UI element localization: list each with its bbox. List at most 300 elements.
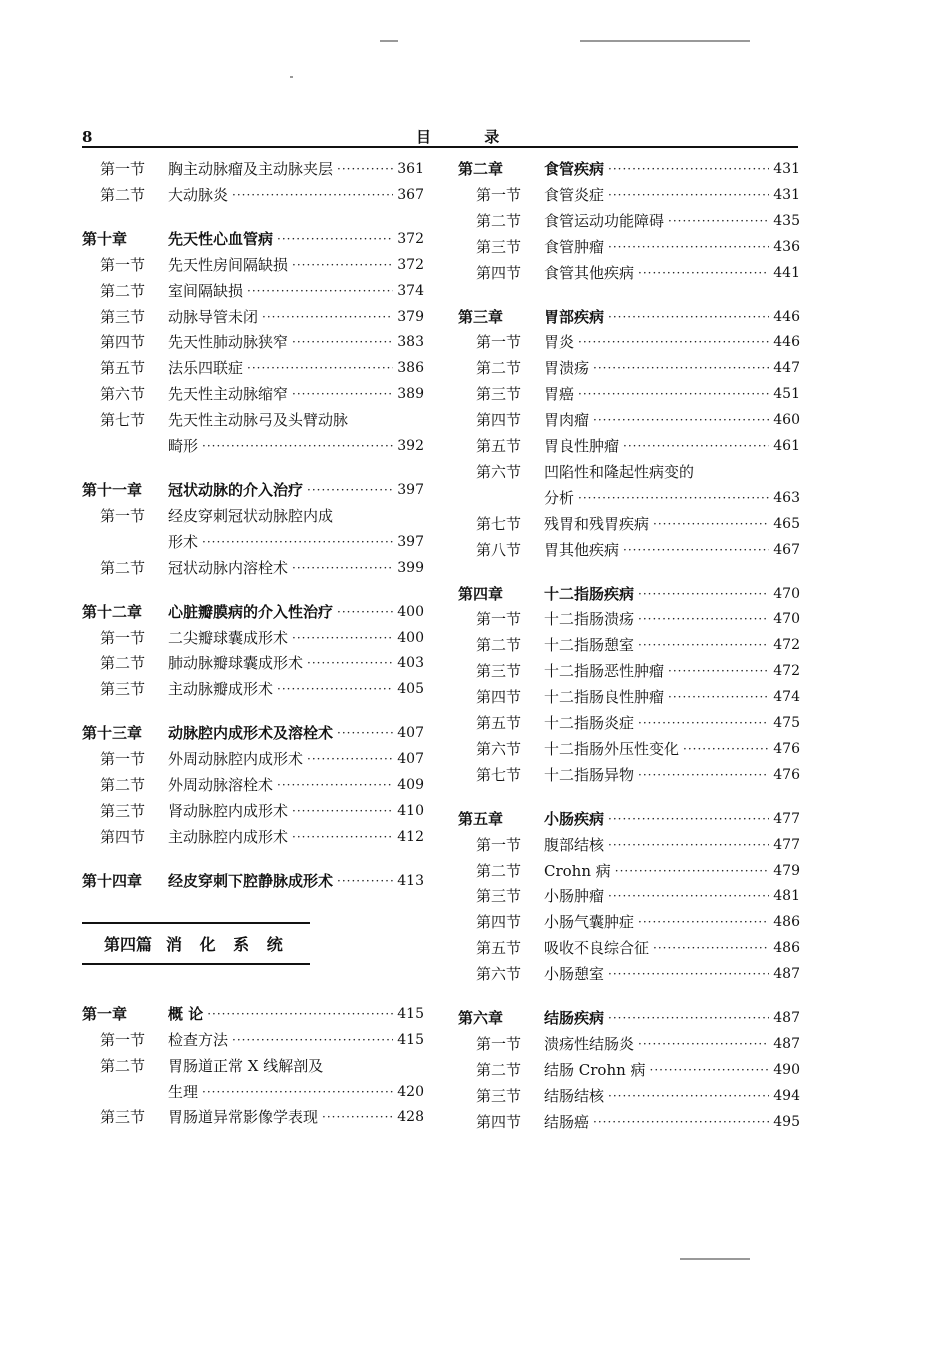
toc-section-entry[interactable] xyxy=(82,256,424,274)
toc-section-entry[interactable] xyxy=(458,1035,800,1053)
toc-section-entry[interactable] xyxy=(82,282,424,300)
entry-label: 第四节 xyxy=(476,913,522,932)
leader-dots xyxy=(307,481,393,499)
entry-page-number: 403 xyxy=(397,655,424,672)
entry-title: 畸形 xyxy=(168,437,199,456)
entry-page-number: 407 xyxy=(397,751,424,768)
toc-section-entry[interactable] xyxy=(458,212,800,230)
scan-speck xyxy=(680,1258,750,1260)
toc-section-entry[interactable] xyxy=(458,740,800,758)
leader-dots xyxy=(277,230,393,248)
entry-label: 第六节 xyxy=(476,739,522,758)
toc-section-entry[interactable] xyxy=(82,750,424,768)
toc-right-column xyxy=(458,160,800,1139)
entry-page-number: 447 xyxy=(773,360,800,377)
toc-section-entry[interactable] xyxy=(458,333,800,351)
entry-title: 经皮穿刺冠状动脉腔内成 xyxy=(168,506,334,525)
entry-page-number: 470 xyxy=(773,611,800,628)
entry-label: 第四节 xyxy=(100,827,146,846)
entry-title: 溃疡性结肠炎 xyxy=(544,1035,635,1054)
entry-title: 胃肠道正常 X 线解剖及 xyxy=(168,1056,324,1075)
entry-page-number: 397 xyxy=(397,533,424,550)
toc-section-entry[interactable] xyxy=(82,160,424,178)
entry-page-number: 413 xyxy=(397,872,424,889)
toc-section-entry[interactable] xyxy=(458,965,800,983)
entry-page-number: 467 xyxy=(773,541,800,558)
entry-page-number: 481 xyxy=(773,888,800,905)
toc-section-entry[interactable] xyxy=(458,714,800,732)
toc-section-entry[interactable] xyxy=(82,1031,424,1049)
entry-page-number: 397 xyxy=(397,482,424,499)
toc-section-entry[interactable] xyxy=(458,1113,800,1131)
entry-label: 第二节 xyxy=(476,1060,522,1079)
entry-label: 第三节 xyxy=(476,887,522,906)
leader-dots xyxy=(608,238,769,256)
entry-page-number: 420 xyxy=(397,1083,424,1100)
entry-title: 十二指肠良性肿瘤 xyxy=(544,688,665,707)
toc-section-entry[interactable] xyxy=(458,836,800,854)
toc-section-entry[interactable] xyxy=(458,238,800,256)
entry-title: 胃肠道异常影像学表现 xyxy=(168,1108,319,1127)
entry-page-number: 415 xyxy=(397,1031,424,1048)
leader-dots xyxy=(593,411,769,429)
entry-label: 第五章 xyxy=(458,809,504,828)
entry-title: 肾动脉腔内成形术 xyxy=(168,802,289,821)
toc-chapter-entry[interactable] xyxy=(458,308,800,326)
entry-page-number: 461 xyxy=(773,438,800,455)
entry-label: 第一节 xyxy=(100,750,146,769)
entry-page-number: 415 xyxy=(397,1005,424,1022)
toc-section-entry[interactable] xyxy=(458,437,800,455)
entry-page-number: 435 xyxy=(773,212,800,229)
entry-label: 第二节 xyxy=(476,359,522,378)
entry-title: 主动脉瓣成形术 xyxy=(168,680,274,699)
leader-dots xyxy=(668,212,769,230)
entry-label: 第四节 xyxy=(100,333,146,352)
leader-dots xyxy=(653,515,769,533)
entry-title: 胃部疾病 xyxy=(544,307,605,326)
toc-section-entry[interactable] xyxy=(82,1083,424,1101)
entry-title: 十二指肠恶性肿瘤 xyxy=(544,662,665,681)
entry-title: 胃癌 xyxy=(544,385,575,404)
toc-section-entry[interactable] xyxy=(458,515,800,533)
toc-section-entry[interactable] xyxy=(458,489,800,507)
toc-chapter-entry[interactable] xyxy=(82,872,424,890)
entry-label: 第八节 xyxy=(476,540,522,559)
entry-label: 第一章 xyxy=(82,1004,128,1023)
entry-page-number: 474 xyxy=(773,689,800,706)
entry-page-number: 386 xyxy=(397,360,424,377)
entry-label: 第十一章 xyxy=(82,481,143,500)
toc-section-entry[interactable] xyxy=(458,411,800,429)
leader-dots xyxy=(578,489,769,507)
toc-section-entry[interactable] xyxy=(458,359,800,377)
entry-label: 第二节 xyxy=(100,185,146,204)
toc-section-entry[interactable] xyxy=(82,1108,424,1126)
leader-dots xyxy=(638,610,769,628)
entry-title: 冠状动脉的介入治疗 xyxy=(168,481,304,500)
leader-dots xyxy=(623,437,769,455)
leader-dots xyxy=(322,1108,393,1126)
entry-label: 第一节 xyxy=(476,185,522,204)
leader-dots xyxy=(638,585,769,603)
leader-dots xyxy=(292,802,393,820)
leader-dots xyxy=(247,359,393,377)
entry-label: 第一节 xyxy=(476,1035,522,1054)
toc-section-entry[interactable] xyxy=(458,541,800,559)
entry-page-number: 495 xyxy=(773,1113,800,1130)
entry-label: 第二节 xyxy=(476,861,522,880)
toc-section-entry[interactable] xyxy=(82,308,424,326)
entry-page-number: 400 xyxy=(397,603,424,620)
entry-page-number: 479 xyxy=(773,862,800,879)
toc-section-entry[interactable] xyxy=(458,1061,800,1079)
entry-label: 第一节 xyxy=(100,506,146,525)
toc-section-entry[interactable] xyxy=(458,610,800,628)
leader-dots xyxy=(232,1031,393,1049)
entry-label: 第二节 xyxy=(476,211,522,230)
entry-title: 十二指肠憩室 xyxy=(544,636,635,655)
entry-page-number: 487 xyxy=(773,1036,800,1053)
entry-label: 第三节 xyxy=(100,1108,146,1127)
entry-page-number: 407 xyxy=(397,725,424,742)
entry-page-number: 392 xyxy=(397,438,424,455)
entry-title: 外周动脉腔内成形术 xyxy=(168,750,304,769)
entry-page-number: 446 xyxy=(773,334,800,351)
leader-dots xyxy=(683,740,769,758)
entry-page-number: 487 xyxy=(773,966,800,983)
entry-label: 第一节 xyxy=(476,333,522,352)
entry-title: 胃其他疾病 xyxy=(544,540,620,559)
entry-title: 先天性肺动脉狭窄 xyxy=(168,333,289,352)
leader-dots xyxy=(277,680,393,698)
entry-page-number: 446 xyxy=(773,308,800,325)
entry-label: 第六节 xyxy=(476,462,522,481)
entry-label: 第一节 xyxy=(100,160,146,178)
toc-section-entry[interactable] xyxy=(458,385,800,403)
entry-page-number: 487 xyxy=(773,1010,800,1027)
entry-title: 先天性房间隔缺损 xyxy=(168,255,289,274)
entry-page-number: 477 xyxy=(773,810,800,827)
entry-label: 第七节 xyxy=(476,514,522,533)
entry-title: 主动脉腔内成形术 xyxy=(168,827,289,846)
entry-title: 先天性主动脉弓及头臂动脉 xyxy=(168,411,349,430)
leader-dots xyxy=(307,750,393,768)
leader-dots xyxy=(578,385,769,403)
entry-page-number: 490 xyxy=(773,1061,800,1078)
entry-title: 十二指肠异物 xyxy=(544,765,635,784)
leader-dots xyxy=(638,766,769,784)
entry-label: 第三节 xyxy=(100,307,146,326)
scan-speck xyxy=(580,40,750,42)
entry-title: 结肠 Crohn 病 xyxy=(544,1060,646,1079)
entry-title: 大动脉炎 xyxy=(168,185,229,204)
entry-label: 第三节 xyxy=(476,1086,522,1105)
leader-dots xyxy=(608,965,769,983)
entry-label: 第二节 xyxy=(100,558,146,577)
entry-title: 分析 xyxy=(544,488,575,507)
entry-title: 肺动脉瓣球囊成形术 xyxy=(168,654,304,673)
entry-label: 第三节 xyxy=(476,385,522,404)
entry-label: 第四章 xyxy=(458,584,504,603)
entry-title: 形术 xyxy=(168,532,199,551)
entry-title: 小肠憩室 xyxy=(544,965,605,984)
page-number: 8 xyxy=(82,128,93,146)
entry-label: 第七节 xyxy=(100,411,146,430)
leader-dots xyxy=(668,662,769,680)
leader-dots xyxy=(608,186,769,204)
entry-page-number: 409 xyxy=(397,777,424,794)
leader-dots xyxy=(608,887,769,905)
entry-label: 第五节 xyxy=(100,359,146,378)
entry-label: 第一节 xyxy=(476,835,522,854)
leader-dots xyxy=(638,1035,769,1053)
leader-dots xyxy=(292,828,393,846)
entry-title: 十二指肠外压性变化 xyxy=(544,739,680,758)
leader-dots xyxy=(337,872,393,890)
toc-section-entry[interactable] xyxy=(458,887,800,905)
entry-page-number: 361 xyxy=(397,161,424,177)
entry-title: 先天性心血管病 xyxy=(168,229,274,248)
leader-dots xyxy=(608,1009,769,1027)
entry-title: 生理 xyxy=(168,1082,199,1101)
entry-title: 吸收不良综合征 xyxy=(544,939,650,958)
toc-chapter-entry[interactable] xyxy=(82,481,424,499)
entry-title: 小肠疾病 xyxy=(544,809,605,828)
toc-section-entry[interactable] xyxy=(82,1057,424,1075)
scan-speck xyxy=(290,76,293,78)
entry-title: Crohn 病 xyxy=(544,861,611,880)
entry-label: 第二节 xyxy=(100,776,146,795)
entry-label: 第四节 xyxy=(476,263,522,282)
entry-page-number: 465 xyxy=(773,515,800,532)
entry-page-number: 472 xyxy=(773,663,800,680)
entry-page-number: 486 xyxy=(773,914,800,931)
entry-title: 结肠癌 xyxy=(544,1112,590,1131)
entry-page-number: 389 xyxy=(397,386,424,403)
scan-speck xyxy=(380,40,398,42)
leader-dots xyxy=(608,1087,769,1105)
entry-page-number: 460 xyxy=(773,412,800,429)
toc-chapter-entry[interactable] xyxy=(82,1005,424,1023)
entry-label: 第六节 xyxy=(476,965,522,984)
toc-chapter-entry[interactable] xyxy=(458,1009,800,1027)
entry-title: 外周动脉溶栓术 xyxy=(168,776,274,795)
entry-title: 食管疾病 xyxy=(544,160,605,178)
toc-chapter-entry[interactable] xyxy=(458,810,800,828)
entry-page-number: 486 xyxy=(773,940,800,957)
toc-section-entry[interactable] xyxy=(82,359,424,377)
toc-section-entry[interactable] xyxy=(82,507,424,525)
toc-section-entry[interactable] xyxy=(82,411,424,429)
entry-title: 十二指肠疾病 xyxy=(544,584,635,603)
entry-title: 检查方法 xyxy=(168,1030,229,1049)
leader-dots xyxy=(653,939,769,957)
entry-label: 第一节 xyxy=(100,255,146,274)
part-title: 消 化 系 统 xyxy=(166,934,289,954)
entry-title: 腹部结核 xyxy=(544,835,605,854)
toc-section-entry[interactable] xyxy=(82,680,424,698)
leader-dots xyxy=(292,559,393,577)
toc-section-entry[interactable] xyxy=(458,862,800,880)
toc-section-entry[interactable] xyxy=(82,828,424,846)
leader-dots xyxy=(307,654,393,672)
part-heading xyxy=(82,922,310,965)
leader-dots xyxy=(292,256,393,274)
entry-page-number: 400 xyxy=(397,629,424,646)
leader-dots xyxy=(292,333,393,351)
leader-dots xyxy=(202,437,393,455)
entry-label: 第一节 xyxy=(100,1030,146,1049)
entry-page-number: 476 xyxy=(773,740,800,757)
leader-dots xyxy=(638,714,769,732)
entry-page-number: 379 xyxy=(397,308,424,325)
toc-section-entry[interactable] xyxy=(82,776,424,794)
toc-section-entry[interactable] xyxy=(82,437,424,455)
leader-dots xyxy=(337,603,393,621)
entry-title: 十二指肠溃疡 xyxy=(544,610,635,629)
entry-page-number: 412 xyxy=(397,828,424,845)
entry-label: 第四节 xyxy=(476,1112,522,1131)
entry-title: 室间隔缺损 xyxy=(168,281,244,300)
leader-dots xyxy=(202,1083,393,1101)
entry-label: 第六章 xyxy=(458,1009,504,1028)
entry-page-number: 476 xyxy=(773,766,800,783)
entry-title: 胸主动脉瘤及主动脉夹层 xyxy=(168,160,334,178)
leader-dots xyxy=(593,359,769,377)
entry-title: 凹陷性和隆起性病变的 xyxy=(544,462,695,481)
entry-page-number: 472 xyxy=(773,637,800,654)
toc-section-entry[interactable] xyxy=(82,629,424,647)
entry-label: 第三节 xyxy=(100,680,146,699)
entry-title: 先天性主动脉缩窄 xyxy=(168,385,289,404)
entry-title: 胃良性肿瘤 xyxy=(544,437,620,456)
toc-section-entry[interactable] xyxy=(82,559,424,577)
toc-section-entry[interactable] xyxy=(82,533,424,551)
entry-label: 第三节 xyxy=(100,802,146,821)
entry-page-number: 431 xyxy=(773,161,800,177)
toc-section-entry[interactable] xyxy=(458,913,800,931)
toc-section-entry[interactable] xyxy=(82,385,424,403)
toc-section-entry[interactable] xyxy=(458,463,800,481)
entry-page-number: 410 xyxy=(397,803,424,820)
entry-title: 胃炎 xyxy=(544,333,575,352)
leader-dots xyxy=(650,1061,770,1079)
leader-dots xyxy=(623,541,769,559)
toc-chapter-entry[interactable] xyxy=(458,585,800,603)
toc-section-entry[interactable] xyxy=(458,662,800,680)
leader-dots xyxy=(578,333,769,351)
toc-chapter-entry[interactable] xyxy=(82,724,424,742)
toc-section-entry[interactable] xyxy=(458,186,800,204)
leader-dots xyxy=(638,264,769,282)
toc-section-entry[interactable] xyxy=(82,654,424,672)
entry-page-number: 451 xyxy=(773,386,800,403)
entry-page-number: 431 xyxy=(773,186,800,203)
entry-page-number: 475 xyxy=(773,715,800,732)
entry-label: 第十四章 xyxy=(82,871,143,890)
toc-chapter-entry[interactable] xyxy=(82,603,424,621)
entry-label: 第二节 xyxy=(100,281,146,300)
toc-section-entry[interactable] xyxy=(82,186,424,204)
entry-page-number: 436 xyxy=(773,238,800,255)
entry-label: 第五节 xyxy=(476,714,522,733)
toc-section-entry[interactable] xyxy=(458,688,800,706)
entry-label: 第五节 xyxy=(476,437,522,456)
entry-title: 食管炎症 xyxy=(544,185,605,204)
entry-title: 小肠肿瘤 xyxy=(544,887,605,906)
entry-page-number: 399 xyxy=(397,559,424,576)
leader-dots xyxy=(277,776,393,794)
entry-label: 第十二章 xyxy=(82,602,143,621)
toc-section-entry[interactable] xyxy=(82,333,424,351)
leader-dots xyxy=(668,688,769,706)
entry-label: 第四节 xyxy=(476,688,522,707)
leader-dots xyxy=(638,913,769,931)
entry-label: 第三节 xyxy=(476,237,522,256)
leader-dots xyxy=(247,282,393,300)
leader-dots xyxy=(608,160,769,178)
entry-page-number: 441 xyxy=(773,264,800,281)
page-header xyxy=(82,126,798,148)
entry-label: 第三节 xyxy=(476,662,522,681)
entry-title: 二尖瓣球囊成形术 xyxy=(168,628,289,647)
leader-dots xyxy=(638,636,769,654)
entry-page-number: 367 xyxy=(397,186,424,203)
toc-section-entry[interactable] xyxy=(458,636,800,654)
leader-dots xyxy=(608,810,769,828)
leader-dots xyxy=(232,186,393,204)
leader-dots xyxy=(202,533,393,551)
entry-title: 胃肉瘤 xyxy=(544,411,590,430)
leader-dots xyxy=(207,1005,393,1023)
toc-section-entry[interactable] xyxy=(458,264,800,282)
entry-label: 第二章 xyxy=(458,160,504,178)
toc-section-entry[interactable] xyxy=(458,1087,800,1105)
entry-page-number: 374 xyxy=(397,282,424,299)
leader-dots xyxy=(615,862,769,880)
toc-chapter-entry[interactable] xyxy=(82,230,424,248)
page-title: 目 录 xyxy=(416,128,524,146)
entry-label: 第七节 xyxy=(476,765,522,784)
entry-page-number: 477 xyxy=(773,836,800,853)
toc-section-entry[interactable] xyxy=(82,802,424,820)
entry-title: 小肠气囊肿症 xyxy=(544,913,635,932)
entry-label: 第一节 xyxy=(100,628,146,647)
leader-dots xyxy=(608,836,769,854)
entry-label: 第三章 xyxy=(458,307,504,326)
toc-chapter-entry[interactable] xyxy=(458,160,800,178)
entry-page-number: 428 xyxy=(397,1109,424,1126)
leader-dots xyxy=(593,1113,769,1131)
entry-title: 十二指肠炎症 xyxy=(544,714,635,733)
entry-title: 结肠疾病 xyxy=(544,1009,605,1028)
entry-title: 残胃和残胃疾病 xyxy=(544,514,650,533)
entry-title: 结肠结核 xyxy=(544,1086,605,1105)
entry-page-number: 372 xyxy=(397,230,424,247)
entry-label: 第五节 xyxy=(476,939,522,958)
entry-title: 法乐四联症 xyxy=(168,359,244,378)
leader-dots xyxy=(262,308,393,326)
entry-page-number: 372 xyxy=(397,256,424,273)
toc-section-entry[interactable] xyxy=(458,939,800,957)
entry-title: 动脉腔内成形术及溶栓术 xyxy=(168,724,334,743)
toc-section-entry[interactable] xyxy=(458,766,800,784)
entry-label: 第六节 xyxy=(100,385,146,404)
leader-dots xyxy=(292,629,393,647)
leader-dots xyxy=(337,160,393,178)
entry-title: 食管运动功能障碍 xyxy=(544,211,665,230)
